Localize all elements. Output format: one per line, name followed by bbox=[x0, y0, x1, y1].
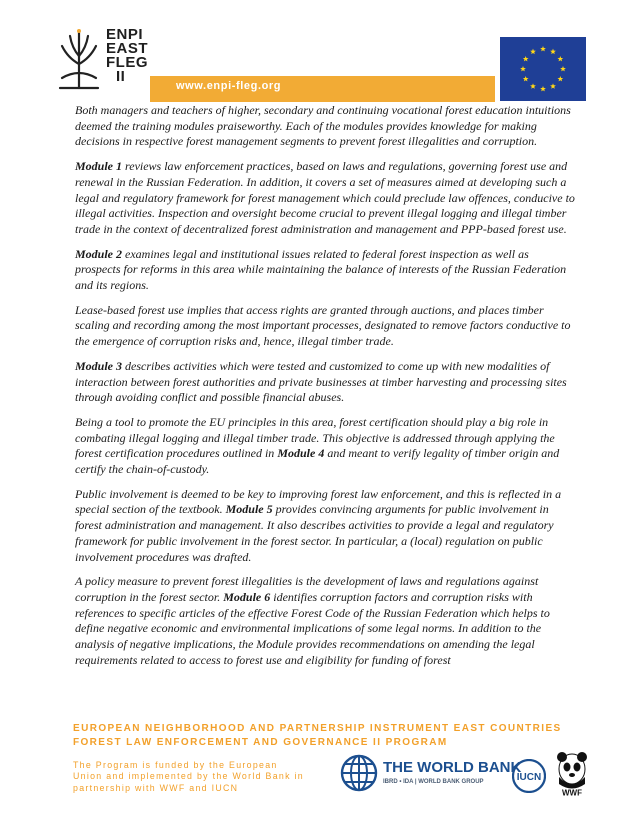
logo-line-4: II bbox=[116, 68, 126, 85]
module-6-label: Module 6 bbox=[223, 589, 271, 604]
iucn-logo-text: IUCN bbox=[516, 772, 542, 783]
program-title: EUROPEAN NEIGHBORHOOD AND PARTNERSHIP INSTRUMENT EAST COUNTRIES FOREST LAW ENFORCEMENT AND GOVERNANCE II PROGRAM bbox=[73, 723, 562, 748]
page-footer bbox=[0, 712, 638, 826]
world-bank-name: THE WORLD BANK bbox=[383, 759, 522, 776]
tree-logo-icon bbox=[56, 28, 102, 90]
module-5-label: Module 5 bbox=[225, 502, 273, 517]
module-4-text-b: and meant to verify legality of timber origin and certify the chain-of-custody. bbox=[75, 446, 560, 477]
module-1-text: reviews law enforcement practices, based on laws and regulations, governing forest use and renewal in the Russian Federation. In addition, it covers a set of measures aimed at developing such a legal and regulatory framework for forest management which could preclude law offences, conducive to illegal activities. Inspection and oversight become crucial to prevent illegal logging and illegal timber trade in the context of decentralized forest administration and management and PPP-based forest use. bbox=[75, 159, 575, 236]
website-url[interactable]: www.enpi-fleg.org bbox=[176, 80, 282, 92]
enpi-fleg-logo-text bbox=[106, 28, 148, 84]
paragraph-module-4 bbox=[75, 415, 575, 478]
paragraph-lease: Lease-based forest use implies that access rights are granted through auctions, and places timber scaling and recording among the most important processes, designated to remove factors conductive to the emergence of corruption risks and, hence, illegal timber trade. bbox=[75, 302, 571, 349]
module-2-text: examines legal and institutional issues related to federal forest inspection as well as prospects for reforms in this area while maintaining the balance of interests of the Russian Federation and its regions. bbox=[75, 246, 567, 293]
module-6-text-a: A policy measure to prevent forest illegalities is the development of laws and regulations against corruption in the forest sector. bbox=[75, 574, 539, 604]
paragraph-module-2 bbox=[75, 247, 575, 294]
paragraph-module-6 bbox=[75, 574, 575, 668]
logo-line-3: FLEG bbox=[106, 54, 148, 71]
logo-line-1: ENPI bbox=[106, 26, 144, 43]
wwf-logo-text: WWF bbox=[562, 788, 582, 797]
page-header bbox=[0, 0, 638, 104]
module-5-text-a: Public involvement is deemed to be key to improving forest law enforcement, and this is reflected in a special section of the textbook. bbox=[75, 486, 562, 517]
module-5-text-b: provides convincing arguments for public involvement in forest administration and management. It also describes activities to provide a legal and regulatory framework for public involvement in the forest sector. In particular, a (local) regulation on public involvement procedures was drafted. bbox=[75, 502, 554, 564]
document-body bbox=[75, 103, 575, 678]
eu-flag-icon bbox=[500, 37, 586, 101]
funding-statement: The Program is funded by the European Union and implemented by the World Bank in partnership with WWF and IUCN bbox=[73, 760, 304, 793]
paragraph-module-3 bbox=[75, 359, 575, 406]
logo-line-2: EAST bbox=[106, 40, 149, 57]
module-1-label: Module 1 bbox=[75, 159, 123, 174]
module-4-label: Module 4 bbox=[277, 446, 325, 461]
wwf-panda-icon bbox=[556, 751, 588, 797]
iucn-logo-icon bbox=[512, 759, 546, 793]
module-3-label: Module 3 bbox=[75, 358, 123, 373]
paragraph-module-5 bbox=[75, 487, 575, 566]
module-3-text: describes activities which were tested and customized to come up with new modalities of interaction between forest authorities and private businesses at timber harvesting and processing sites through avoiding conflict and possible financial abuses. bbox=[75, 358, 567, 405]
module-6-text-b: identifies corruption factors and corruption risks with references to specific articles of the effective Forest Code of the Russian Federation which helps to define negative economic and environmental implications of some legal norms. In addition to the analysis of negative implications, the Module provides recommendations on amending the legal requirements related to access to forest use and eligibility for funding of forest bbox=[75, 589, 550, 667]
paragraph-module-1 bbox=[75, 159, 575, 238]
world-bank-subtitle: IBRD • IDA | WORLD BANK GROUP bbox=[383, 779, 484, 785]
module-2-label: Module 2 bbox=[75, 246, 123, 261]
module-4-text-a: Being a tool to promote the EU principles in this area, forest certification should play a big role in combating illegal logging and illegal timber trade. This objective is addressed through applying the forest certification procedures outlined in bbox=[75, 414, 555, 461]
paragraph-intro: Both managers and teachers of higher, secondary and continuing vocational forest education intuitions deemed the training modules praiseworthy. Each of the modules provides knowledge for making decisions in respective forest management segments to prevent forest illegalities and corruption. bbox=[75, 103, 571, 149]
world-bank-globe-icon bbox=[340, 754, 378, 792]
